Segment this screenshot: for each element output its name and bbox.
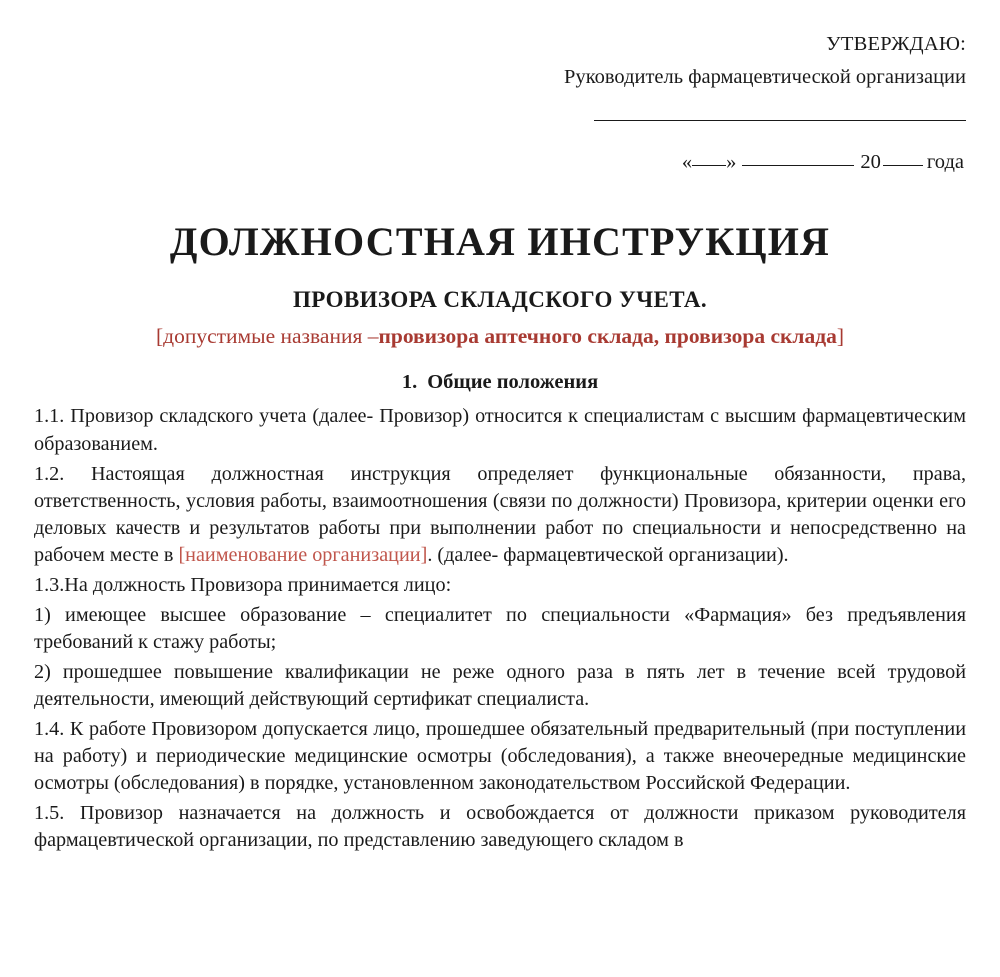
paragraph-1-3-item-1: 1) имеющее высшее образование – специалитет по специальности «Фармация» без предъявления требований к стажу работы; — [34, 603, 966, 653]
paragraph-1-3: 1.3.На должность Провизора принимается лицо: — [34, 573, 452, 596]
date-year-blank — [883, 165, 923, 166]
paragraph-1-2 — [34, 461, 966, 569]
section-heading — [34, 371, 966, 394]
alt-suffix: ] — [836, 324, 844, 349]
date-year-prefix: 20 — [860, 151, 881, 174]
org-name-placeholder: [наименование организации] — [178, 543, 428, 566]
date-quote-close: » — [726, 151, 737, 174]
date-line — [34, 151, 966, 174]
paragraph-1-5: 1.5. Провизор назначается на должность и освобождается от должности приказом руководителя фармацевтической организации, по представлению заведующего складом в — [34, 802, 966, 852]
date-suffix: года — [926, 151, 964, 174]
date-month-blank — [742, 165, 854, 166]
date-quote-open: « — [681, 151, 693, 174]
approval-block — [34, 30, 966, 92]
alt-prefix: [допустимые названия – — [155, 324, 379, 349]
date-day-blank — [692, 165, 726, 166]
alternative-titles — [34, 324, 966, 349]
document-subtitle: ПРОВИЗОРА СКЛАДСКОГО УЧЕТА. — [292, 287, 708, 313]
approval-position: Руководитель фармацевтической организации — [564, 65, 966, 88]
signature-rule — [594, 120, 966, 121]
section-title: Общие положения — [427, 371, 599, 394]
page-title: ДОЛЖНОСТНАЯ ИНСТРУКЦИЯ — [169, 219, 831, 265]
alt-bold-names: провизора аптечного склада, провизора склада — [378, 324, 837, 349]
paragraph-1-2-tail: . (далее- фармацевтической организации). — [427, 543, 789, 566]
paragraph-1-1: 1.1. Провизор складского учета (далее- Провизор) относится к специалистам с высшим фармацевтическим образованием. — [34, 405, 966, 455]
section-body — [34, 403, 966, 854]
section-number: 1. — [401, 371, 418, 394]
paragraph-1-4: 1.4. К работе Провизором допускается лицо, прошедшее обязательный предварительный (при поступлении на работу) и периодические медицинские осмотры (обследования), а также внеочередные медицинские осмотры (обследования) в порядке, установленном законодательством Российской Федерации. — [34, 718, 966, 795]
paragraph-1-2-text: 1.2. Настоящая должностная инструкция определяет функциональные обязанности, права, ответственность, условия работы, взаимоотношения (связи по должности) Провизора, критерии оценки его деловых качеств и результатов работы при выполнении работ по специальности и непосредственно на рабочем месте в — [34, 462, 966, 566]
approval-label: УТВЕРЖДАЮ: — [826, 33, 966, 55]
paragraph-1-3-item-2: 2) прошедшее повышение квалификации не реже одного раза в пять лет в течение всей трудовой деятельности, имеющий действующий сертификат специалиста. — [34, 661, 966, 711]
